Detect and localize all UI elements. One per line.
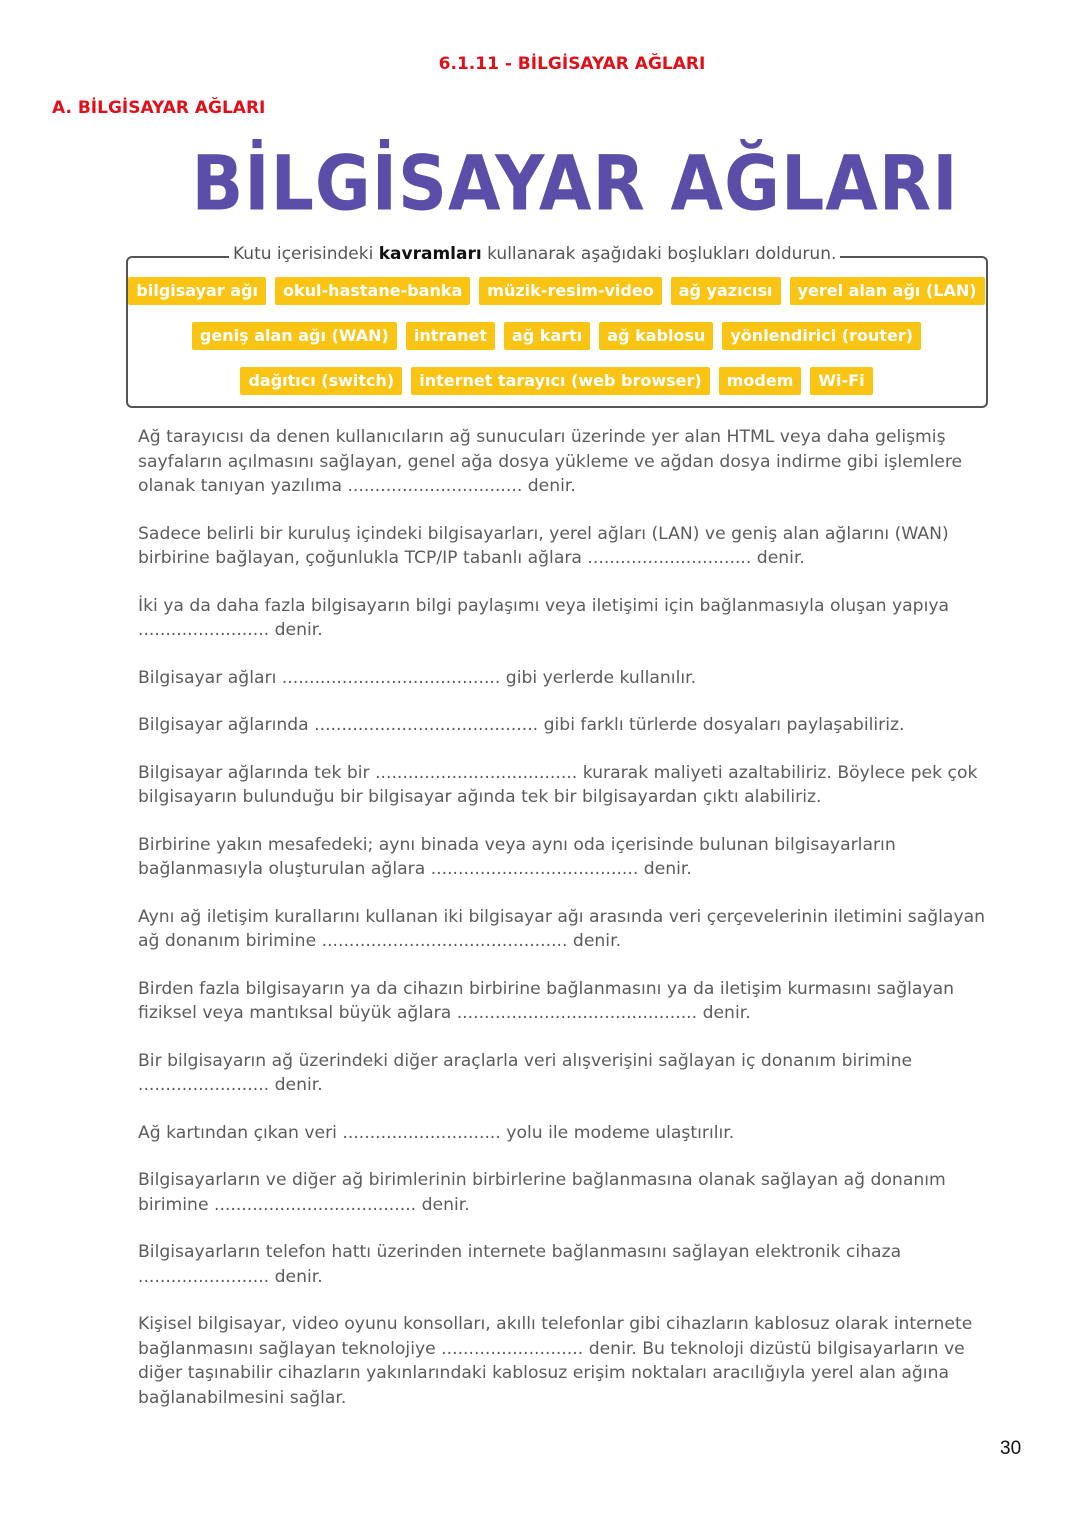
question-item: Bilgisayar ağlarında ......................................... gibi farklı türlerde dosyaları paylaşabiliriz.	[138, 715, 905, 735]
word-chip: internet tarayıcı (web browser)	[411, 367, 709, 395]
word-chip: ağ yazıcısı	[671, 277, 781, 305]
question-item: Ağ tarayıcısı da denen kullanıcıların ağ sunucuları üzerinde yer alan HTML veya daha gelişmiş sayfaların açılmasını sağlayan, genel ağa dosya yükleme ve ağdan dosya indirme gibi işlemlere olanak tanıyan yazılıma ................................ denir.	[138, 427, 963, 496]
question-item: Bilgisayarların ve diğer ağ birimlerinin birbirlerine bağlanmasına olanak sağlayan ağ donanım birimine ..................................... denir.	[138, 1170, 946, 1215]
question-item: Bilgisayar ağları ........................................ gibi yerlerde kullanılır.	[138, 667, 697, 688]
word-chip: modem	[719, 367, 802, 395]
question-item: Bilgisayar ağlarında tek bir ..................................... kurarak maliyeti azaltabiliriz. Böylece pek çok bilgisayarın bulunduğu bir bilgisayar ağında tek bir bilgisayardan çıktı alabiliriz.	[138, 762, 978, 807]
question-item: Bir bilgisayarın ağ üzerindeki diğer araçlarla veri alışverişini sağlayan iç donanım birimine ........................ denir.	[138, 1050, 913, 1095]
word-chip: bilgisayar ağı	[128, 277, 266, 305]
caption-text: Kutu içerisindeki	[233, 244, 379, 264]
question-item: Aynı ağ iletişim kurallarını kullanan iki bilgisayar ağı arasında veri çerçevelerinin iletimini sağlayan ağ donanım birimine ............................................. denir.	[138, 906, 986, 951]
word-chip: müzik-resim-video	[479, 277, 661, 305]
word-chip: yerel alan ağı (LAN)	[790, 277, 985, 305]
word-box-caption	[229, 244, 840, 264]
word-chip: ağ kablosu	[599, 322, 713, 350]
question-item: Kişisel bilgisayar, video oyunu konsolları, akıllı telefonlar gibi cihazların kablosuz olarak internete bağlanmasını sağlayan teknolojiye .......................... denir. Bu teknoloji dizüstü bilgisayarların ve diğer taşınabilir cihazların yakınlarındaki kablosuz erişim noktaları aracılığıyla yerel alan ağına bağlanabilmesini sağlar.	[138, 1314, 973, 1408]
word-chip: ağ kartı	[504, 322, 590, 350]
question-item: Sadece belirli bir kuruluş içindeki bilgisayarları, yerel ağları (LAN) ve geniş alan ağlarını (WAN) birbirine bağlayan, çoğunlukla TCP/IP tabanlı ağlara .............................. denir.	[138, 523, 949, 568]
word-chip-row	[0, 322, 1080, 350]
word-chip: geniş alan ağı (WAN)	[192, 322, 397, 350]
banner-title: BİLGİSAYAR AĞLARI	[191, 140, 959, 229]
word-chip-row	[0, 277, 1080, 305]
section-heading: A. BİLGİSAYAR AĞLARI	[52, 98, 266, 118]
word-chip: okul-hastane-banka	[275, 277, 470, 305]
word-chip-row	[0, 367, 1080, 395]
question-list	[138, 425, 1008, 1433]
word-chip: Wi-Fi	[810, 367, 872, 395]
question-item: Birden fazla bilgisayarın ya da cihazın birbirine bağlanmasını ya da iletişim kurmasını sağlayan fiziksel veya mantıksal büyük ağlara ............................................ denir.	[138, 978, 955, 1023]
word-chip: yönlendirici (router)	[722, 322, 921, 350]
caption-text: kullanarak aşağıdaki boşlukları doldurun.	[481, 244, 837, 264]
question-item: İki ya da daha fazla bilgisayarın bilgi paylaşımı veya iletişimi için bağlanmasıyla oluşan yapıya ........................ denir.	[138, 595, 950, 640]
word-chip: intranet	[406, 322, 495, 350]
caption-bold-text: kavramları	[378, 244, 482, 264]
question-item: Birbirine yakın mesafedeki; aynı binada veya aynı oda içerisinde bulunan bilgisayarların bağlanmasıyla oluşturulan ağlara ...................................... denir.	[138, 834, 896, 879]
page-number: 30	[1000, 1438, 1022, 1459]
question-item: Ağ kartından çıkan veri ............................. yolu ile modeme ulaştırılır.	[138, 1122, 735, 1143]
word-chip: dağıtıcı (switch)	[240, 367, 402, 395]
question-item: Bilgisayarların telefon hattı üzerinden internete bağlanmasını sağlayan elektronik cihaza ........................ denir.	[138, 1242, 902, 1287]
page-title: 6.1.11 - BİLGİSAYAR AĞLARI	[438, 54, 706, 74]
